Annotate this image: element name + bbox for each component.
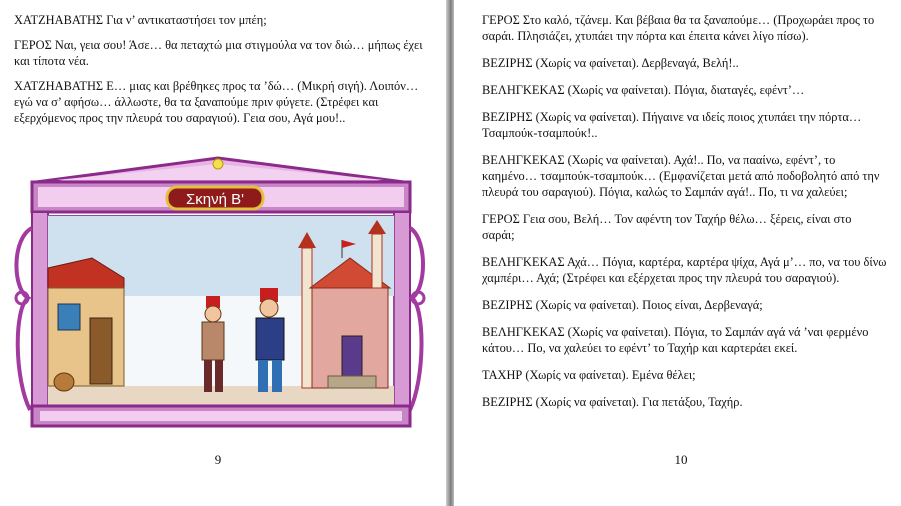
paragraph: ΒΕΖΙΡΗΣ (Χωρίς να φαίνεται). Δερβεναγά, Βελή!..: [482, 56, 739, 70]
paragraph: ΓΕΡΟΣ Ναι, γεια σου! Άσε… θα πεταχτώ μια στιγμούλα να τον διώ… μήπως έχει και τίποτα νέα.: [14, 38, 423, 68]
jug: [54, 373, 74, 391]
paragraph: ΒΕΖΙΡΗΣ (Χωρίς να φαίνεται). Ποιος είναι, Δερβεναγά;: [482, 298, 763, 312]
seraglio-door: [342, 336, 362, 376]
right-scroll-ornament: [410, 228, 423, 410]
right-pillar: [394, 212, 410, 426]
page-right: [454, 0, 901, 506]
paragraph: ΒΕΛΗΓΚΕΚΑΣ Αχά… Πόγια, καρτέρα, καρτέρα ψίχα, Αγά μ’… πο, να του δίνω χαμπέρι… Αχά; (Στρέφει και εξέρχεται προς την πλευρά του σαραγιού).: [482, 255, 887, 285]
scene-label: Σκηνή Β': [186, 191, 244, 208]
paragraph: ΒΕΖΙΡΗΣ (Χωρίς να φαίνεται). Για πετάξου, Ταχήρ.: [482, 395, 743, 409]
paragraph: ΧΑΤΖΗΑΒΑΤΗΣ Ε… μιας και βρέθηκες προς τα ’δώ… (Μικρή σιγή). Λοιπόν… εγώ να σ’ αφήσω… άλλωστε, θα τα ξαναπούμε πριν φύγετε. (Στρέφει και εξερχόμενος προς την πλευρά του σαραγιού). Γεια σου, Αγά μου!..: [14, 79, 419, 125]
paragraph: ΒΕΛΗΓΚΕΚΑΣ (Χωρίς να φαίνεται). Αχά!.. Πο, να πααίνω, εφέντ’, το καημένο… τσαμπούκ-τσαμπούκ… (Εμφανίζεται μετά από ποδοβολητό από την πλευρά του σαραγιού). Πόγια, καλώς το Σαμπάν αγά!.. Πο, τι να χαλεύει;: [482, 153, 880, 199]
page-gutter: [446, 0, 454, 506]
paragraph: ΓΕΡΟΣ Στο καλό, τζάνεμ. Και βέβαια θα τα ξαναπούμε… (Προχωράει προς το σαράι. Πλησιάζει, χτυπάει την πόρτα και έπειτα κάνει λίγο πίσω).: [482, 13, 875, 43]
left-scroll-ornament: [16, 228, 32, 410]
page-number: 10: [674, 452, 688, 467]
paragraph: ΒΕΛΗΓΚΕΚΑΣ (Χωρίς να φαίνεται). Πόγια, διαταγές, εφέντ’…: [482, 83, 805, 97]
paragraph: ΤΑΧΗΡ (Χωρίς να φαίνεται). Εμένα θέλει;: [482, 368, 696, 382]
page-left: [0, 0, 446, 506]
pediment-ornament-dot: [213, 159, 223, 169]
paragraph: ΒΕΛΗΓΚΕΚΑΣ (Χωρίς να φαίνεται). Πόγια, το Σαμπάν αγά νά ’ναι φερμένο κάτου… Πο, να χαλεύει το εφέντ’ το Ταχήρ και καρτεράει εκεί.: [482, 325, 869, 355]
shadow-theatre-illustration: [12, 148, 427, 432]
house-wall: [48, 288, 124, 386]
stairs: [328, 376, 376, 388]
page-number: 9: [214, 452, 222, 467]
left-pillar: [32, 212, 48, 426]
paragraph: ΧΑΤΖΗΑΒΑΤΗΣ Για ν’ αντικαταστήσει τον μπέη;: [14, 13, 267, 27]
seraglio-tower: [302, 248, 312, 388]
paragraph: ΒΕΖΙΡΗΣ (Χωρίς να φαίνεται). Πήγαινε να ιδείς ποιος χτυπάει την πόρτα… Τσαμπούκ-τσαμπούκ!..: [482, 110, 862, 140]
paragraph: ΓΕΡΟΣ Γεια σου, Βελή… Τον αφέντη τον Ταχήρ θέλω… ξέρεις, είναι στο σαράι;: [482, 212, 852, 242]
